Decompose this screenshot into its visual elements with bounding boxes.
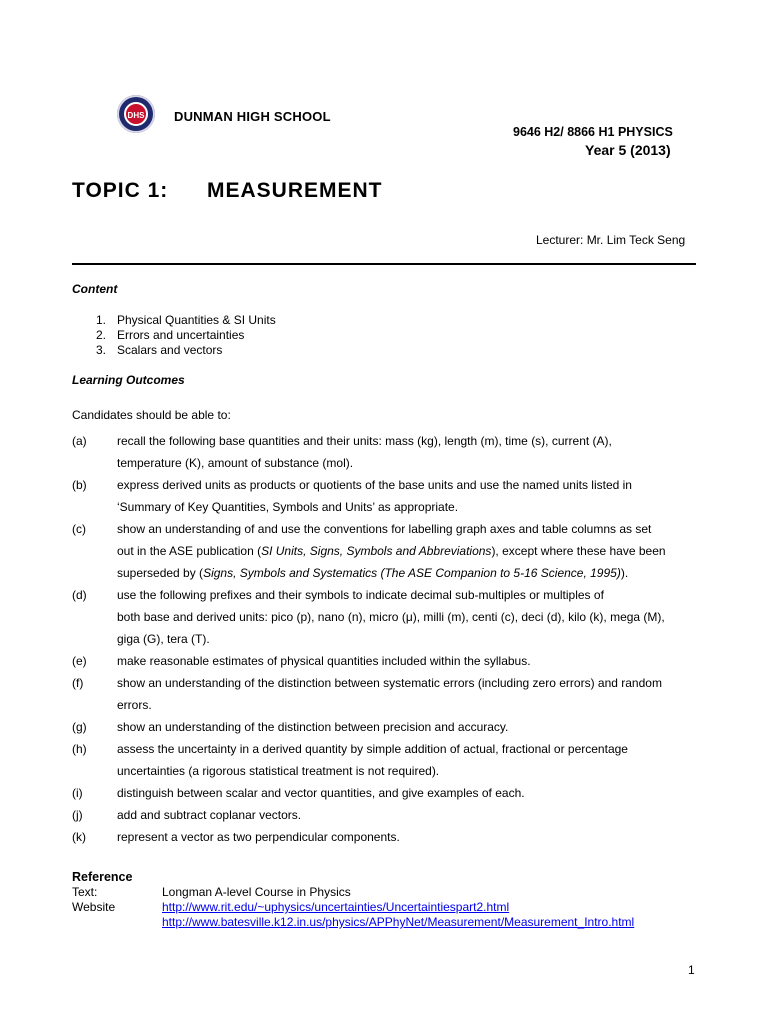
content-list	[96, 313, 276, 358]
reference-text-label: Text:	[72, 885, 98, 899]
outcome-item-e: (e) make reasonable estimates of physical quantities included within the syllabus.	[72, 654, 531, 668]
lecturer-line: Lecturer: Mr. Lim Teck Seng	[536, 233, 686, 247]
reference-website-row	[72, 900, 509, 915]
outcome-item-k: (k) represent a vector as two perpendicular components.	[72, 830, 400, 844]
outcome-item-h: (h) assess the uncertainty in a derived quantity by simple addition of actual, fractional or percentage uncertainties (a rigorous statistical treatment is not required).	[72, 742, 628, 778]
outcome-item-c: (c) show an understanding of and use the conventions for labelling graph axes and table columns as set out in the ASE publication (SI Units, Signs, Symbols and Abbreviations), except where these have been superseded by (Signs, Symbols and Systematics (The ASE Companion to 5-16 Science, 1995)).	[72, 522, 666, 580]
reference-website-row-2	[72, 915, 634, 930]
school-name: DUNMAN HIGH SCHOOL	[174, 109, 331, 124]
reference-link-2[interactable]: http://www.batesville.k12.in.us/physics/APPhyNet/Measurement/Measurement_Intro.html	[162, 915, 635, 929]
school-logo	[117, 95, 155, 133]
outcome-item-b: (b) express derived units as products or quotients of the base units and use the named units listed in ‘Summary of Key Quantities, Symbols and Units’ as appropriate.	[72, 478, 632, 514]
outcome-item-d: (d) use the following prefixes and their symbols to indicate decimal sub-multiples or multiples of both base and derived units: pico (p), nano (n), micro (μ), milli (m), centi (c), deci (d), kilo (k), mega (M), giga (G), tera (T).	[72, 588, 665, 646]
page-number: 1	[688, 963, 695, 977]
outcome-item-a: (a) recall the following base quantities and their units: mass (kg), length (m), time (s), current (A), temperature (K), amount of substance (mol).	[72, 434, 612, 470]
outcomes-intro: Candidates should be able to:	[72, 408, 231, 422]
course-code: 9646 H2/ 8866 H1 PHYSICS	[513, 125, 673, 139]
year-label: Year 5 (2013)	[585, 142, 671, 158]
outcome-item-i: (i) distinguish between scalar and vector quantities, and give examples of each.	[72, 786, 525, 800]
reference-link-1[interactable]: http://www.rit.edu/~uphysics/uncertainties/Uncertaintiespart2.html	[162, 900, 510, 914]
topic-number: TOPIC 1:	[72, 179, 169, 202]
reference-website-label: Website	[72, 900, 116, 914]
list-item: 3. Scalars and vectors	[96, 343, 223, 357]
horizontal-rule	[72, 263, 696, 265]
outcome-item-j: (j) add and subtract coplanar vectors.	[72, 808, 302, 822]
list-item: 1. Physical Quantities & SI Units	[96, 313, 276, 327]
topic-title: MEASUREMENT	[207, 179, 383, 202]
reference-text-value: Longman A-level Course in Physics	[162, 885, 351, 899]
logo-text: DHS	[127, 111, 145, 120]
content-heading: Content	[72, 282, 118, 296]
school-crest-icon	[124, 102, 148, 126]
reference-text-row	[72, 885, 351, 900]
learning-outcomes-heading: Learning Outcomes	[72, 373, 185, 387]
outcomes-list	[72, 430, 696, 848]
outcome-item-g: (g) show an understanding of the distinction between precision and accuracy.	[72, 720, 509, 734]
reference-heading: Reference	[72, 870, 133, 884]
outcome-item-f: (f) show an understanding of the distinction between systematic errors (including zero errors) and random errors.	[72, 676, 662, 712]
list-item: 2. Errors and uncertainties	[96, 328, 245, 342]
